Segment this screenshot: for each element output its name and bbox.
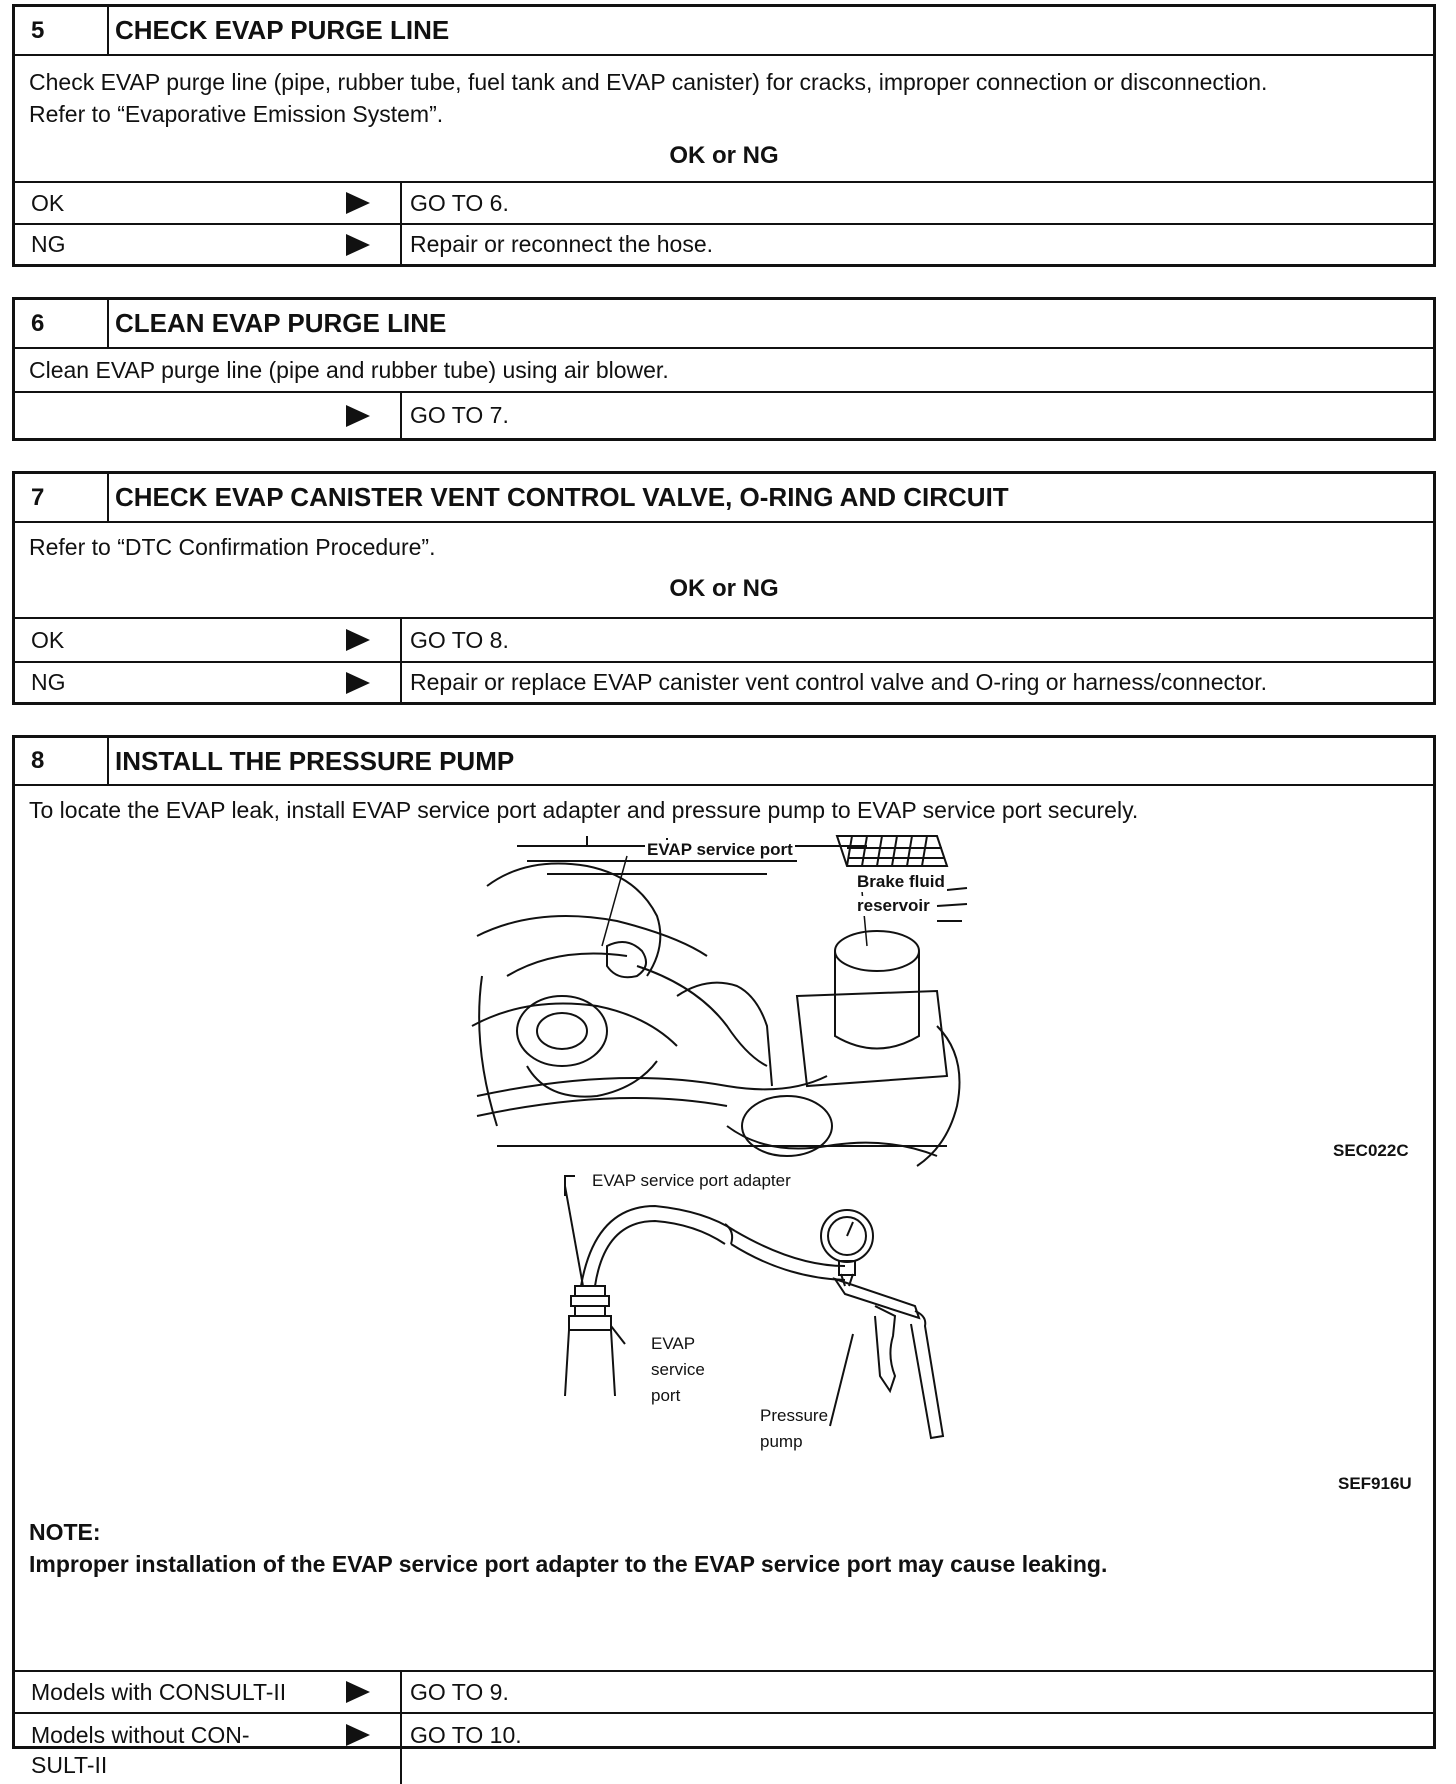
- result-row: [15, 393, 1433, 438]
- note-section: [15, 1516, 1433, 1580]
- pressure-pump-label-2: pump: [760, 1432, 803, 1451]
- step-number: 8: [15, 738, 109, 784]
- step-5-header: [15, 7, 1433, 56]
- step-7-header: [15, 474, 1433, 523]
- step-7-body: [15, 523, 1433, 619]
- arrow-right-icon: [346, 629, 370, 651]
- pressure-pump-label-1: Pressure: [760, 1406, 829, 1425]
- result-action: GO TO 9.: [410, 1678, 509, 1705]
- arrow-right-icon: [346, 1724, 370, 1746]
- step-5-instructions: [15, 56, 1433, 136]
- arrow-right-icon: [346, 672, 370, 694]
- result-condition: Models with CONSULT-II: [31, 1678, 287, 1705]
- step-number: 6: [15, 300, 109, 347]
- step-number: 7: [15, 474, 109, 521]
- result-row-ng: [15, 225, 1433, 264]
- result-action: GO TO 10.: [410, 1722, 522, 1748]
- result-action: GO TO 8.: [410, 626, 509, 653]
- result-condition: Models without CON- SULT-II: [31, 1722, 250, 1778]
- ok-or-ng-label: OK or NG: [669, 142, 779, 169]
- adapter-label: EVAP service port adapter: [592, 1171, 791, 1190]
- evap-port-label-3: port: [651, 1386, 681, 1405]
- step-6-instructions: Clean EVAP purge line (pipe and rubber tube) using air blower.: [29, 357, 669, 383]
- instruction-line: Refer to “Evaporative Emission System”.: [29, 101, 444, 127]
- evap-port-label-2: service: [651, 1360, 705, 1379]
- ok-or-ng-label: OK or NG: [669, 575, 779, 602]
- arrow-right-icon: [346, 405, 370, 427]
- result-action: GO TO 6.: [410, 189, 509, 216]
- step-title: CHECK EVAP CANISTER VENT CONTROL VALVE, O-RING AND CIRCUIT: [115, 482, 1009, 512]
- figure-code: SEF916U: [1338, 1474, 1412, 1493]
- result-condition: NG: [31, 669, 66, 695]
- pressure-pump-illustration: [535, 1166, 955, 1496]
- figure-code: SEC022C: [1333, 1141, 1409, 1160]
- arrow-right-icon: [346, 192, 370, 214]
- result-row-ok: [15, 619, 1433, 663]
- result-row-ok: [15, 183, 1433, 225]
- step-title: INSTALL THE PRESSURE PUMP: [115, 745, 515, 776]
- instruction-line: Check EVAP purge line (pipe, rubber tube, fuel tank and EVAP canister) for cracks, improper connection or disconnection.: [29, 69, 1268, 95]
- result-condition: OK: [31, 189, 65, 216]
- note-title: NOTE:: [29, 1519, 101, 1545]
- step-8-header: [15, 738, 1433, 786]
- result-condition: OK: [31, 626, 65, 653]
- step-title: CLEAN EVAP PURGE LINE: [115, 308, 447, 338]
- step-8-block: [12, 735, 1436, 1778]
- result-row-with-consult: [15, 1672, 1433, 1714]
- result-action: GO TO 7.: [410, 402, 509, 428]
- result-row-ng: [15, 663, 1433, 702]
- step-number: 5: [15, 7, 109, 54]
- evap-port-label-1: EVAP: [651, 1334, 696, 1353]
- result-condition: NG: [31, 231, 66, 257]
- result-row-without-consult: [15, 1714, 1433, 1784]
- step-7-block: [12, 471, 1436, 705]
- step-7-instructions: Refer to “DTC Confirmation Procedure”.: [29, 534, 436, 560]
- arrow-right-icon: [346, 234, 370, 256]
- step-6-body: [15, 349, 1433, 393]
- step-title: CHECK EVAP PURGE LINE: [115, 15, 450, 45]
- step-5-body: [15, 56, 1433, 183]
- step-5-block: [12, 4, 1436, 267]
- reservoir-label: reservoir: [857, 896, 930, 915]
- step-8-instructions: To locate the EVAP leak, install EVAP service port adapter and pressure pump to EVAP service port securely.: [29, 797, 1139, 823]
- step-6-header: [15, 300, 1433, 349]
- arrow-right-icon: [346, 1681, 370, 1703]
- result-action: Repair or reconnect the hose.: [410, 231, 714, 257]
- step-8-body: [15, 786, 1433, 1672]
- step-6-block: [12, 297, 1436, 441]
- note-text: Improper installation of the EVAP service port adapter to the EVAP service port may cause leaking.: [29, 1551, 1108, 1577]
- result-action: Repair or replace EVAP canister vent control valve and O-ring or harness/connector.: [410, 669, 1267, 695]
- evap-service-port-label: EVAP service port: [647, 840, 793, 859]
- brake-fluid-label: Brake fluid: [857, 872, 945, 891]
